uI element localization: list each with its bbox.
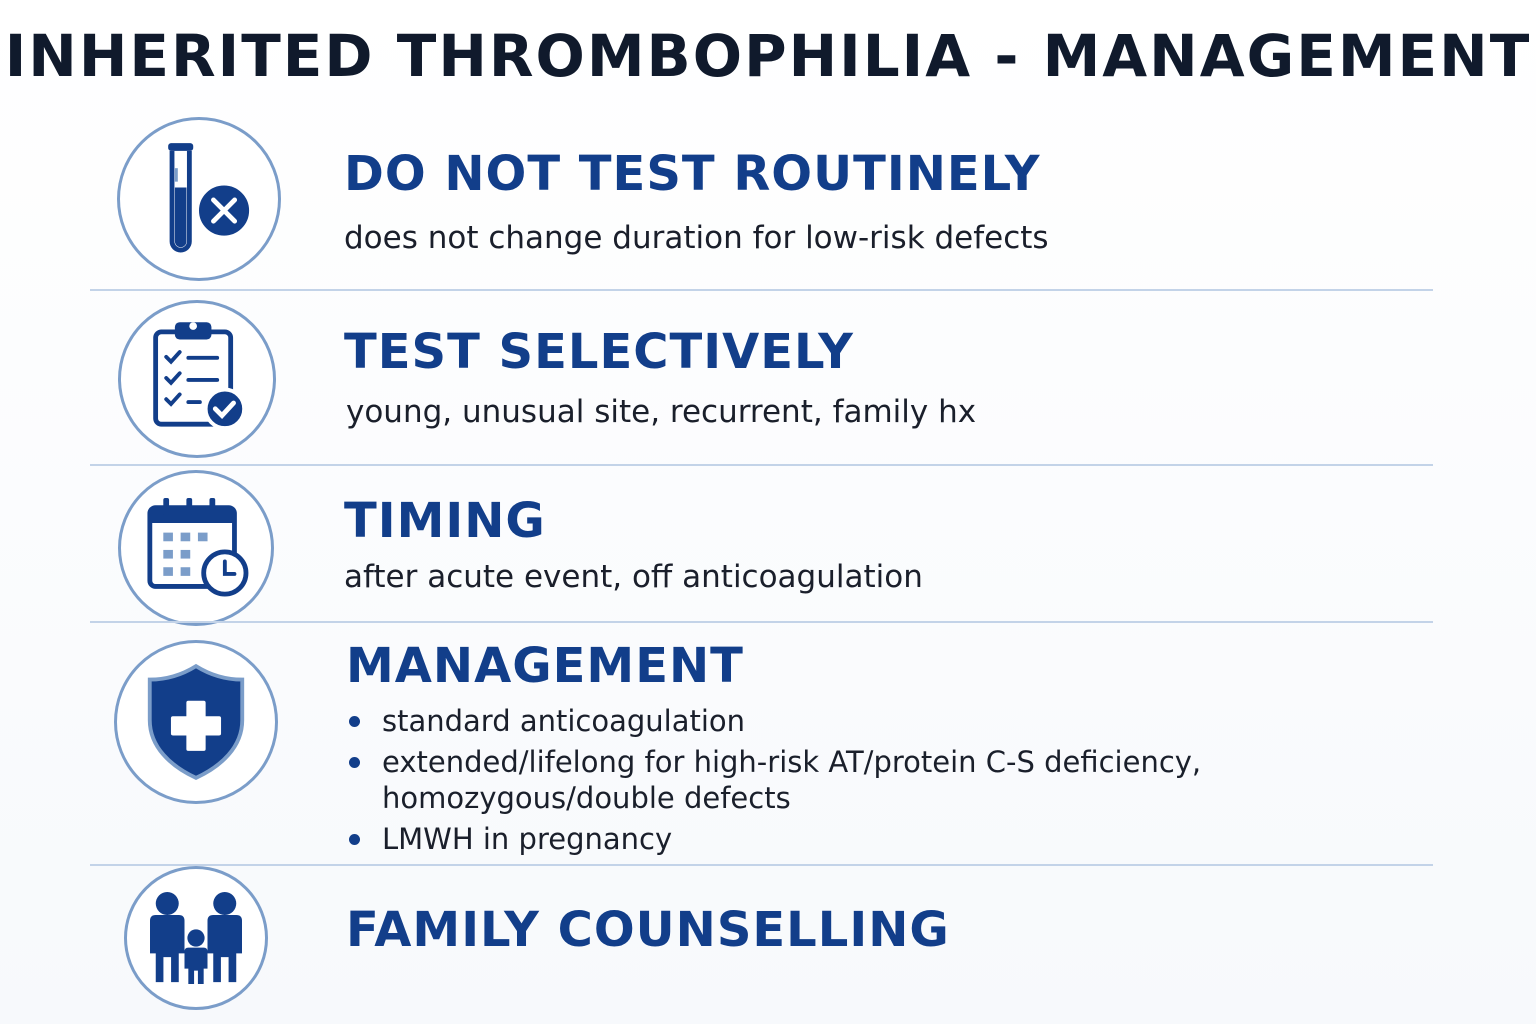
section-text-timing: after acute event, off anticoagulation — [344, 559, 923, 595]
section-heading-do-not-test: DO NOT TEST ROUTINELY — [344, 146, 1041, 202]
bullet-dot — [349, 716, 360, 727]
section-divider — [90, 464, 1433, 466]
family-icon — [124, 866, 268, 1010]
section-text-do-not-test: does not change duration for low-risk defects — [344, 220, 1049, 256]
section-divider — [90, 864, 1433, 866]
section-text-test-selectively: young, unusual site, recurrent, family hx — [346, 394, 977, 430]
section-heading-timing: TIMING — [344, 493, 546, 549]
shield-cross-icon — [114, 640, 278, 804]
list-item — [346, 744, 1201, 816]
bullet-text-continued: homozygous/double defects — [382, 781, 791, 815]
calendar-clock-icon — [118, 470, 274, 626]
clipboard-checklist-icon — [118, 300, 276, 458]
bullet-text: LMWH in pregnancy — [382, 822, 673, 856]
bullet-dot — [349, 757, 360, 768]
section-divider — [90, 621, 1433, 623]
bullet-text: standard anticoagulation — [382, 704, 746, 738]
page-title: INHERITED THROMBOPHILIA - MANAGEMENT — [4, 22, 1532, 90]
bullet-dot — [349, 834, 360, 845]
bullet-text: extended/lifelong for high-risk AT/protein C-S deficiency, — [382, 745, 1202, 779]
section-divider — [90, 289, 1433, 291]
section-heading-management: MANAGEMENT — [346, 638, 744, 694]
list-item — [346, 703, 1201, 739]
management-bullet-list — [346, 703, 1201, 862]
test-tube-x-icon — [117, 117, 281, 281]
section-heading-test-selectively: TEST SELECTIVELY — [344, 324, 854, 380]
section-heading-family-counselling: FAMILY COUNSELLING — [346, 902, 950, 958]
list-item — [346, 821, 1201, 857]
